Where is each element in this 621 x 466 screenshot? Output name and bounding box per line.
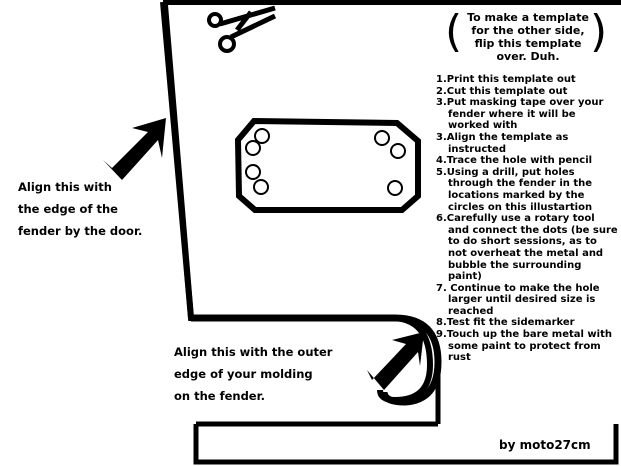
drill-hole-6 — [391, 144, 405, 158]
instruction-step: 3.Put masking tape over your fender where it will be worked with — [436, 97, 604, 132]
molding-edge-label — [174, 341, 332, 407]
fender-edge-line — [165, 5, 191, 318]
note-line: over. Duh. — [496, 50, 560, 63]
label-line: on the fender. — [174, 389, 266, 403]
flip-template-note — [466, 11, 590, 63]
drill-hole-5 — [375, 131, 389, 145]
molding-arrow-icon — [367, 332, 424, 390]
instruction-step: 2.Cut this template out — [436, 85, 568, 97]
instruction-step: 1.Print this template out — [436, 74, 576, 85]
instruction-step: 4.Trace the hole with pencil — [436, 155, 593, 167]
open-paren: ( — [445, 6, 463, 57]
instruction-step: 3.Align the template as instructed — [436, 131, 569, 155]
sidemarker-hole-outline — [238, 121, 418, 210]
note-line: for the other side, — [471, 24, 585, 37]
instruction-list — [436, 74, 618, 364]
author-credit: by moto27cm — [499, 438, 591, 452]
drill-hole-1 — [255, 129, 269, 143]
door-edge-label — [18, 176, 142, 242]
drill-hole-2 — [246, 141, 260, 155]
close-paren: ) — [590, 6, 608, 57]
instruction-step: 7. Continue to make the hole larger until desired size is reached — [436, 282, 600, 317]
label-line: Align this with the outer — [174, 345, 333, 359]
instruction-step: 5.Using a drill, put holes through the fender in the locations marked by the circles on this illustartion — [436, 166, 593, 213]
door-arrow-icon — [103, 118, 166, 180]
drill-hole-7 — [388, 181, 402, 195]
scissors-icon — [209, 8, 275, 51]
instruction-step: 9.Touch up the bare metal with some paint to protect from rust — [436, 329, 612, 364]
drill-hole-4 — [254, 180, 268, 194]
note-line: To make a template — [467, 11, 589, 24]
instruction-step: 6.Carefully use a rotary tool and connect the dots (be sure to do short sessions, as to not overheat the metal and bubble the surrounding paint) — [436, 213, 618, 283]
label-line: edge of your molding — [174, 367, 313, 381]
label-line: the edge of the — [18, 202, 118, 216]
instruction-step: 8.Test fit the sidemarker — [436, 317, 575, 329]
note-line: flip this template — [474, 37, 582, 50]
label-line: Align this with — [18, 180, 112, 194]
drill-hole-3 — [246, 165, 260, 179]
label-line: fender by the door. — [18, 224, 143, 238]
